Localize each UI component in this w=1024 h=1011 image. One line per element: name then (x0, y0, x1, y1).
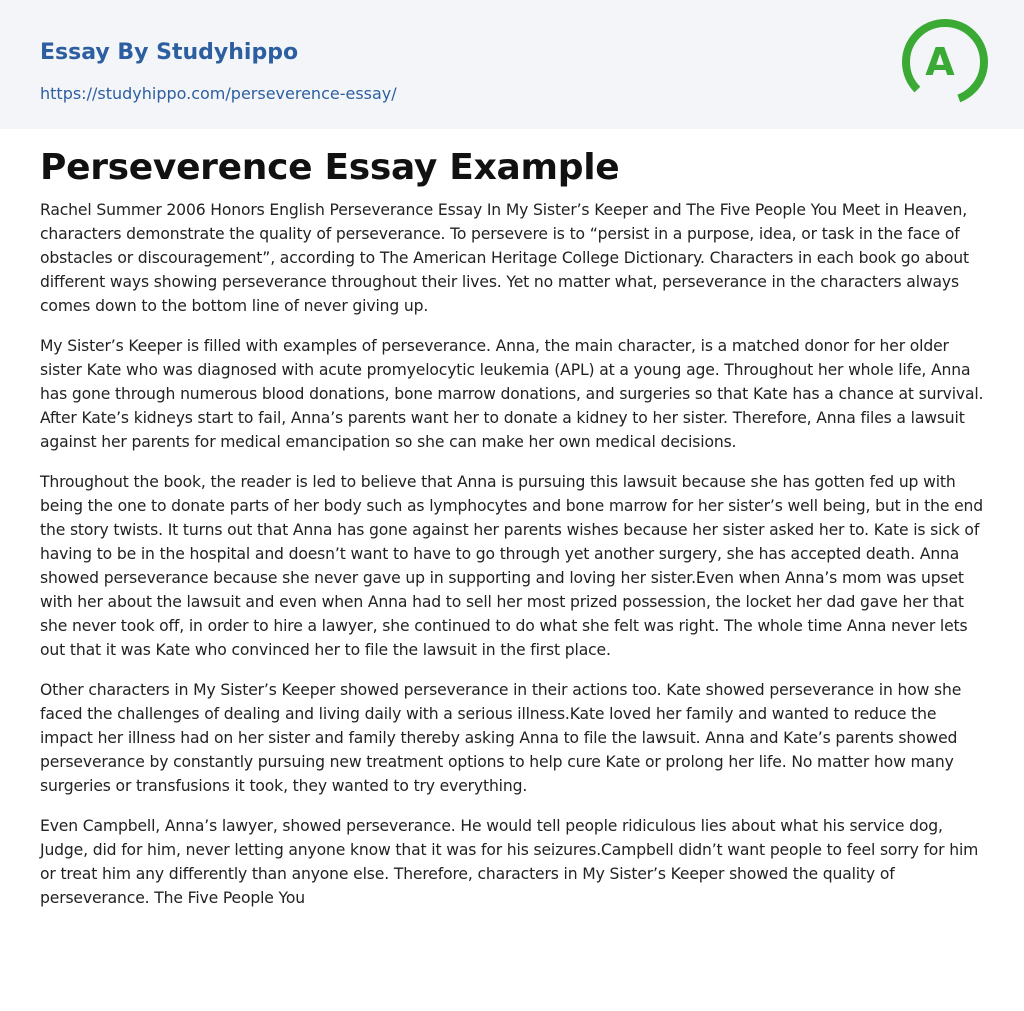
essay-paragraph: Rachel Summer 2006 Honors English Perseverance Essay In My Sister’s Keeper and The Five People You Meet in Heaven, characters demonstrate the quality of perseverance. To persevere is to “persist in a purpose, idea, or task in the face of obstacles or discouragement”, according to The American Heritage College Dictionary. Characters in each book go about different ways showing perseverance throughout their lives. Yet no matter what, perseverance in the characters always comes down to the bottom line of never giving up. (40, 201, 969, 315)
source-url-link[interactable]: https://studyhippo.com/perseverence-essay/ (40, 84, 397, 103)
essay-paragraph: Throughout the book, the reader is led to believe that Anna is pursuing this lawsuit because she has gotten fed up with being the one to donate parts of her body such as lymphocytes and bone marrow for her sister’s well being, but in the end the story twists. It turns out that Anna has gone against her parents wishes because her sister asked her to. Kate is sick of having to be in the hospital and doesn’t want to have to go through yet another surgery, she has accepted death. Anna showed perseverance because she never gave up in supporting and loving her sister.Even when Anna’s mom was upset with her about the lawsuit and even when Anna had to sell her most prized possession, the locket her dad gave her that she never took off, in order to hire a lawyer, she continued to do what she felt was right. The whole time Anna never lets out that it was Kate who convinced her to file the lawsuit in the first place. (40, 473, 984, 659)
brand-title[interactable]: Essay By Studyhippo (40, 40, 299, 65)
essay-paragraph: Even Campbell, Anna’s lawyer, showed perseverance. He would tell people ridiculous lies about what his service dog, Judge, did for him, never letting anyone know that it was for his seizures.Campbell didn’t want people to feel sorry for him or treat him any differently than anyone else. Therefore, characters in My Sister’s Keeper showed the quality of perseverance. The Five People You (40, 817, 979, 907)
site-header (0, 0, 1024, 129)
essay-paragraph: Other characters in My Sister’s Keeper showed perseverance in their actions too. Kate showed perseverance in how she faced the challenges of dealing and living daily with a serious illness.Kate loved her family and wanted to reduce the impact her illness had on her sister and family thereby asking Anna to file the lawsuit. Anna and Kate’s parents showed perseverance by constantly pursuing new treatment options to help cure Kate or prolong her life. No matter how many surgeries or transfusions it took, they wanted to try everything. (40, 681, 962, 795)
studyhippo-logo-icon[interactable] (900, 17, 990, 107)
logo-letter: A (925, 40, 955, 84)
essay-content (40, 144, 984, 926)
essay-paragraph: My Sister’s Keeper is filled with examples of perseverance. Anna, the main character, is a matched donor for her older sister Kate who was diagnosed with acute promyelocytic leukemia (APL) at a young age. Throughout her whole life, Anna has gone through numerous blood donations, bone marrow donations, and surgeries so that Kate has a chance at survival. After Kate’s kidneys start to fail, Anna’s parents want her to donate a kidney to her sister. Therefore, Anna files a lawsuit against her parents for medical emancipation so she can make her own medical decisions. (40, 337, 984, 451)
essay-body (40, 198, 984, 910)
page-title: Perseverence Essay Example (40, 147, 620, 188)
